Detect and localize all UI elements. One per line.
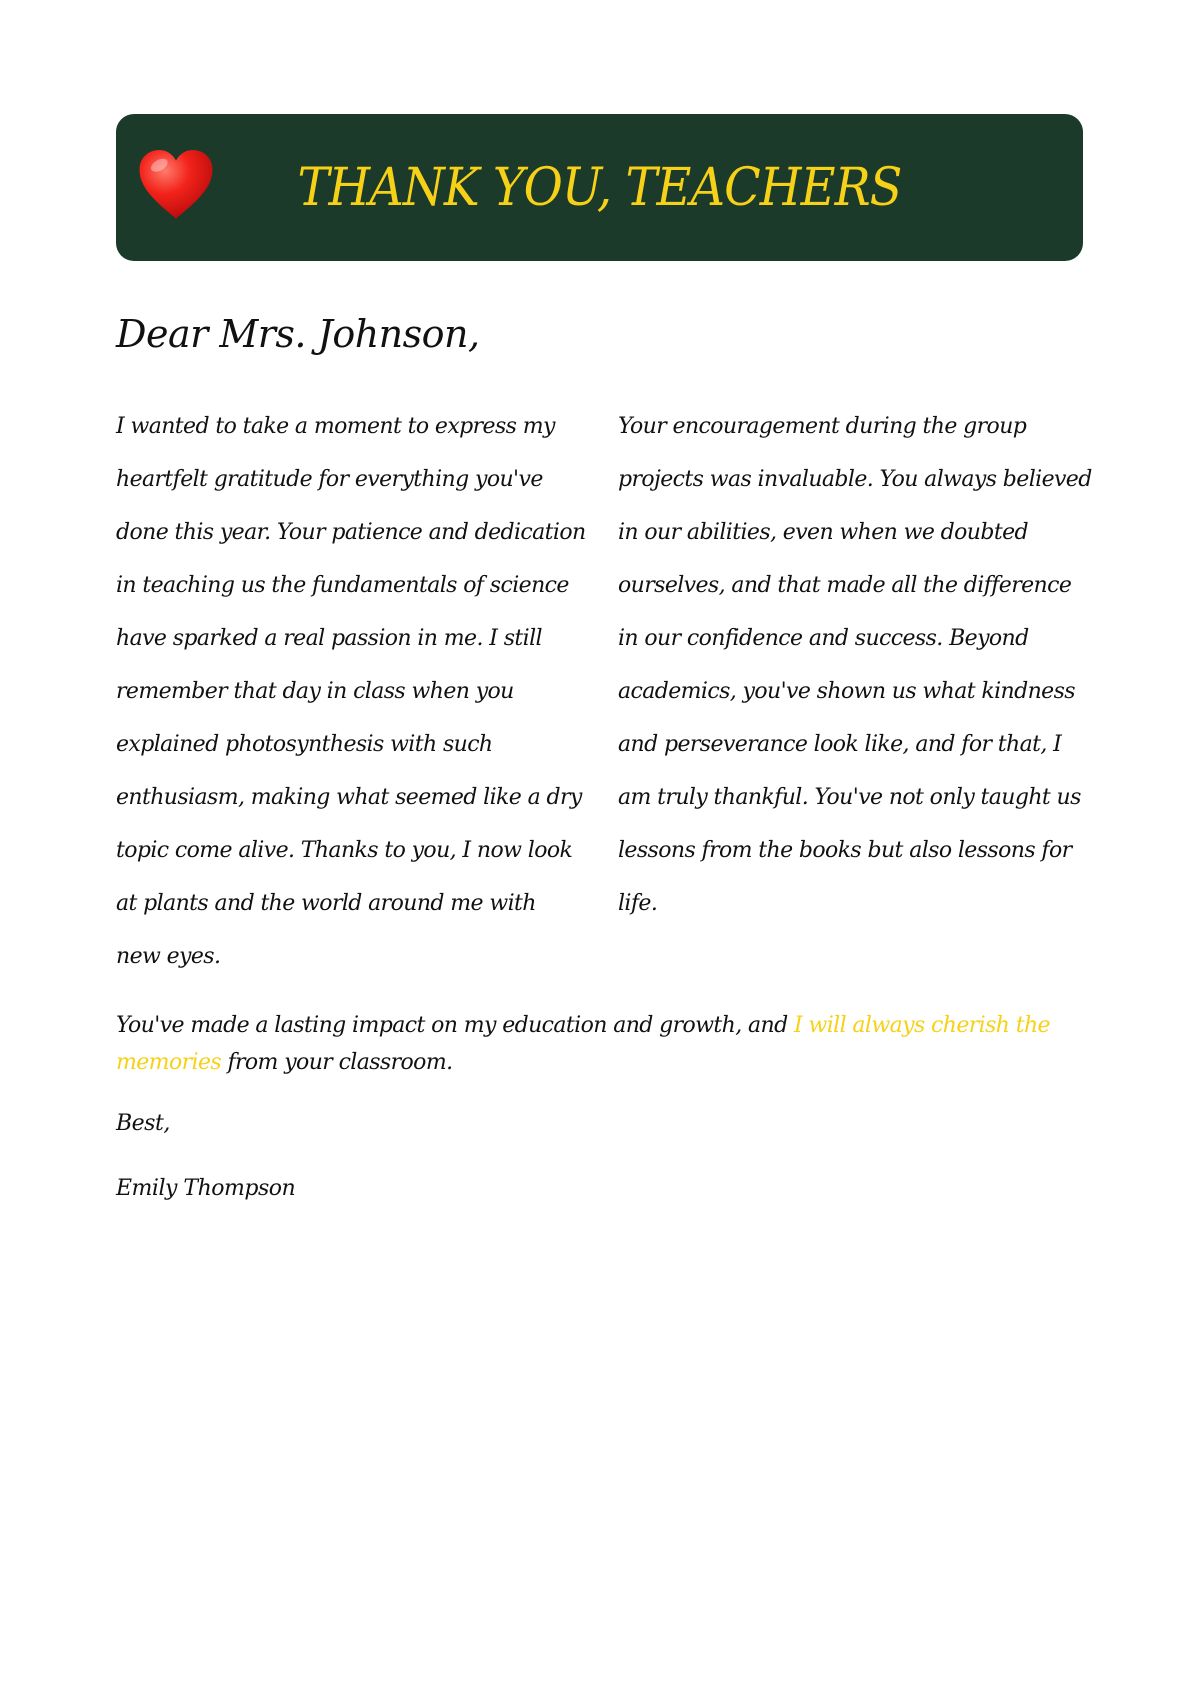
- paragraph-line: heartfelt gratitude for everything you've: [116, 467, 543, 492]
- closing-text-end: from your classroom.: [221, 1050, 453, 1075]
- paragraph-line: I wanted to take a moment to express my: [116, 414, 555, 439]
- letter-signoff: Best,: [116, 1111, 170, 1136]
- letter-signature: Emily Thompson: [116, 1176, 296, 1201]
- paragraph-line: projects was invaluable. You always believed: [618, 467, 1092, 492]
- paragraph-line: explained photosynthesis with such: [116, 732, 493, 757]
- paragraph-line: ourselves, and that made all the difference: [618, 573, 1072, 598]
- paragraph-line: in teaching us the fundamentals of science: [116, 573, 569, 598]
- paragraph-line: enthusiasm, making what seemed like a dry: [116, 785, 582, 810]
- letter-paragraph-right: [618, 400, 1092, 930]
- paragraph-line: in our abilities, even when we doubted: [618, 520, 1028, 545]
- paragraph-line: have sparked a real passion in me. I still: [116, 626, 542, 651]
- paragraph-line: life.: [618, 891, 658, 916]
- paragraph-line: academics, you've shown us what kindness: [618, 679, 1075, 704]
- paragraph-line: am truly thankful. You've not only taught us: [618, 785, 1081, 810]
- paragraph-line: and perseverance look like, and for that, I: [618, 732, 1062, 757]
- paragraph-line: lessons from the books but also lessons for: [618, 838, 1072, 863]
- highlighted-text: I will always cherish the memories: [116, 1013, 1050, 1075]
- paragraph-line: Your encouragement during the group: [618, 414, 1027, 439]
- letter-greeting: Dear Mrs. Johnson,: [116, 312, 480, 356]
- paragraph-line: done this year. Your patience and dedication: [116, 520, 586, 545]
- paragraph-line: at plants and the world around me with: [116, 891, 536, 916]
- paragraph-line: new eyes.: [116, 944, 221, 969]
- paragraph-line: remember that day in class when you: [116, 679, 514, 704]
- letter-paragraph-left: [116, 400, 586, 983]
- paragraph-line: topic come alive. Thanks to you, I now look: [116, 838, 573, 863]
- banner-title: THANK YOU, TEACHERS: [297, 157, 902, 218]
- paragraph-line: in our confidence and success. Beyond: [618, 626, 1029, 651]
- letter-closing-paragraph: [116, 1007, 1086, 1081]
- closing-text: You've made a lasting impact on my education and growth, and: [116, 1013, 794, 1038]
